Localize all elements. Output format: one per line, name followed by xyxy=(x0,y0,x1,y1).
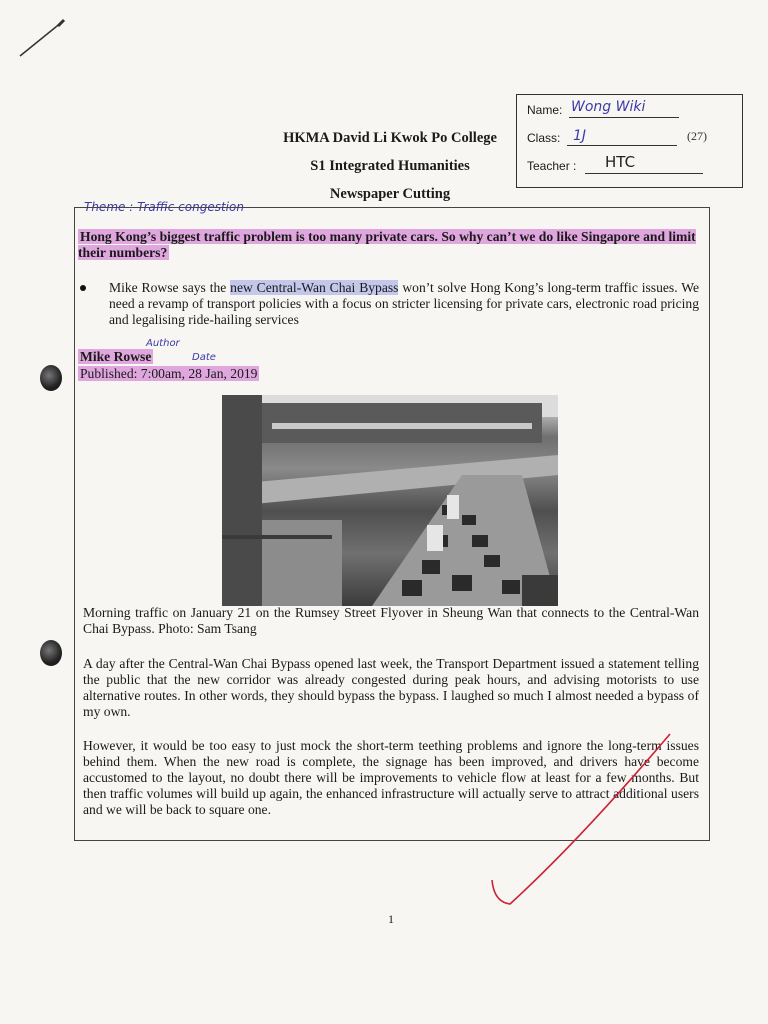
subject-title: S1 Integrated Humanities xyxy=(310,158,470,174)
bullet-highlight: new Central-Wan Chai Bypass xyxy=(230,280,399,295)
student-info-box xyxy=(516,94,743,188)
traffic-photo xyxy=(222,395,558,606)
photo-scene xyxy=(222,395,558,606)
paragraph-2: However, it would be too easy to just mock the short-term teething problems and ignore the long-term issues behind them. When the new road is complete, the signage has been improved, and drivers have become accustomed to the layout, no doubt there will be improvements to vehicle flow at least for a few months. But then traffic volumes will build up again, the enhanced infrastructure will actually serve to attract additional users and we will be back to square one. xyxy=(83,738,699,817)
paragraph-1: A day after the Central-Wan Chai Bypass opened last week, the Transport Department issued a statement telling the public that the new corridor was already congested during peak hours, and advising motorists to use alternative routes. In other words, they should bypass the bypass. I laughed so much I almost needed a bypass of my own. xyxy=(83,656,699,719)
date-note: Date xyxy=(192,352,216,363)
bullet-dot xyxy=(80,285,86,291)
headline xyxy=(78,229,706,261)
check-mark xyxy=(480,720,680,910)
class-label: Class: xyxy=(527,131,561,145)
teacher-label: Teacher : xyxy=(527,159,577,173)
class-value: 1J xyxy=(573,128,587,144)
pen-mark xyxy=(18,18,68,58)
bullet-prefix: Mike Rowse says the xyxy=(109,280,231,295)
teacher-value: HTC xyxy=(605,153,636,171)
published-date: Published: 7:00am, 28 Jan, 2019 xyxy=(80,366,258,381)
headline-text: Hong Kong’s biggest traffic problem is too many private cars. So why can’t we do like Singapore and limit their numbers? xyxy=(78,229,696,260)
author-name: Mike Rowse xyxy=(80,349,152,364)
punch-hole xyxy=(40,365,62,391)
school-name: HKMA David Li Kwok Po College xyxy=(283,130,497,146)
name-label: Name: xyxy=(527,103,563,117)
document-type: Newspaper Cutting xyxy=(329,186,451,202)
photo-caption: Morning traffic on January 21 on the Rumsey Street Flyover in Sheung Wan that connects to the Central-Wan Chai Bypass. Photo: Sam Tsang xyxy=(83,605,699,636)
name-value: Wong Wiki xyxy=(571,99,646,115)
page-number: 1 xyxy=(388,912,394,926)
punch-hole xyxy=(40,640,62,666)
summary-bullet xyxy=(109,280,699,328)
class-number: (27) xyxy=(687,129,707,143)
bullet-rest: won’t solve Hong Kong’s long-term traffic issues. We need a revamp of transport policies with a focus on stricter licensing for private cars, electronic road pricing and legalising ride-hailing services xyxy=(109,280,699,327)
theme-note: Theme : Traffic congestion xyxy=(84,200,244,214)
author-note: Author xyxy=(146,338,180,349)
